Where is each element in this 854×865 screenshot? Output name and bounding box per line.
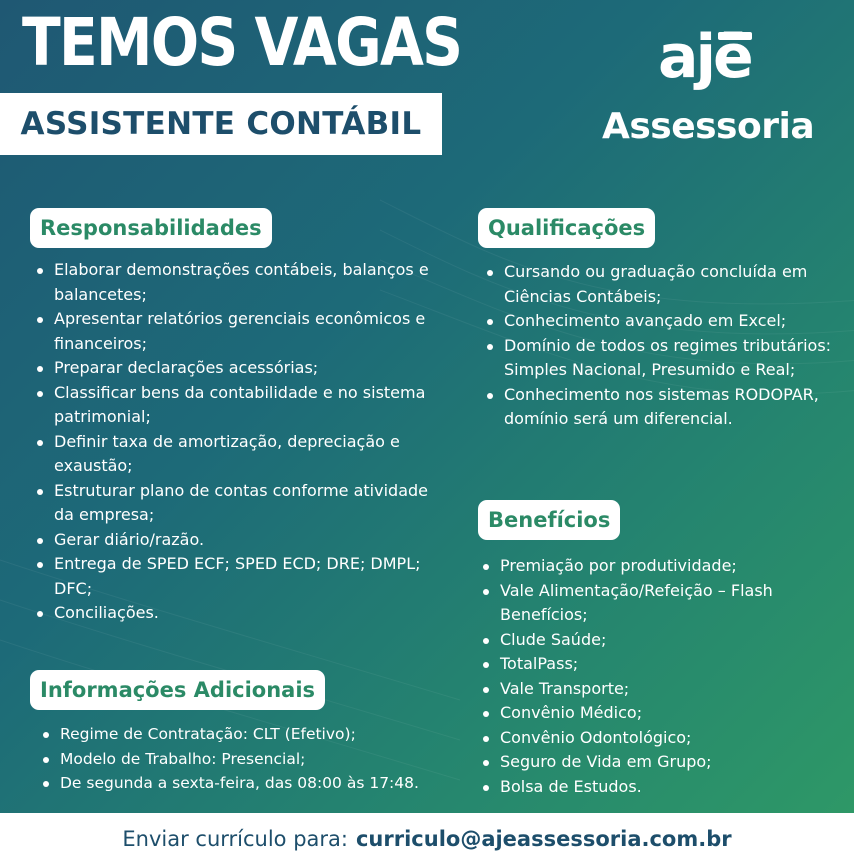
role-banner xyxy=(0,93,442,155)
responsabilidades-list xyxy=(34,258,444,626)
list-item: Estruturar plano de contas conforme atividade da empresa; xyxy=(34,479,444,528)
list-item: Premiação por produtividade; xyxy=(480,554,830,579)
list-item: Seguro de Vida em Grupo; xyxy=(480,750,830,775)
list-item: Domínio de todos os regimes tributários: Simples Nacional, Presumido e Real; xyxy=(484,334,834,383)
footer-prefix: Enviar currículo para: xyxy=(122,827,348,851)
qualificacoes-heading: Qualificações xyxy=(478,208,655,248)
headline: TEMOS VAGAS xyxy=(22,4,462,81)
list-item: Definir taxa de amortização, depreciação e exaustão; xyxy=(34,430,444,479)
list-item: Apresentar relatórios gerenciais econômicos e financeiros; xyxy=(34,307,444,356)
list-item: TotalPass; xyxy=(480,652,830,677)
list-item: Gerar diário/razão. xyxy=(34,528,444,553)
beneficios-list xyxy=(480,554,830,799)
contact-email-link[interactable]: curriculo@ajeassessoria.com.br xyxy=(355,827,732,851)
company-logo xyxy=(600,22,830,152)
logo-name: Assessoria xyxy=(602,106,815,147)
beneficios-heading: Benefícios xyxy=(478,500,620,540)
list-item: Vale Transporte; xyxy=(480,677,830,702)
list-item: Cursando ou graduação concluída em Ciências Contábeis; xyxy=(484,260,834,309)
footer-bar xyxy=(0,813,854,865)
responsabilidades-heading: Responsabilidades xyxy=(30,208,272,248)
logo-mark: ajē xyxy=(658,22,751,92)
qualificacoes-list xyxy=(484,260,834,432)
list-item: Preparar declarações acessórias; xyxy=(34,356,444,381)
list-item: Conciliações. xyxy=(34,601,444,626)
list-item: Elaborar demonstrações contábeis, balanços e balancetes; xyxy=(34,258,444,307)
list-item: Entrega de SPED ECF; SPED ECD; DRE; DMPL; DFC; xyxy=(34,552,444,601)
list-item: Classificar bens da contabilidade e no sistema patrimonial; xyxy=(34,381,444,430)
list-item: Conhecimento nos sistemas RODOPAR, domínio será um diferencial. xyxy=(484,383,834,432)
informacoes-heading: Informações Adicionais xyxy=(30,670,325,710)
role-title: ASSISTENTE CONTÁBIL xyxy=(20,106,422,142)
list-item: Regime de Contratação: CLT (Efetivo); xyxy=(40,722,460,747)
list-item: Bolsa de Estudos. xyxy=(480,775,830,800)
list-item: Vale Alimentação/Refeição – Flash Benefícios; xyxy=(480,579,830,628)
informacoes-list xyxy=(40,722,460,796)
list-item: Clude Saúde; xyxy=(480,628,830,653)
list-item: Modelo de Trabalho: Presencial; xyxy=(40,747,460,772)
list-item: De segunda a sexta-feira, das 08:00 às 17:48. xyxy=(40,771,460,796)
list-item: Convênio Médico; xyxy=(480,701,830,726)
list-item: Conhecimento avançado em Excel; xyxy=(484,309,834,334)
list-item: Convênio Odontológico; xyxy=(480,726,830,751)
